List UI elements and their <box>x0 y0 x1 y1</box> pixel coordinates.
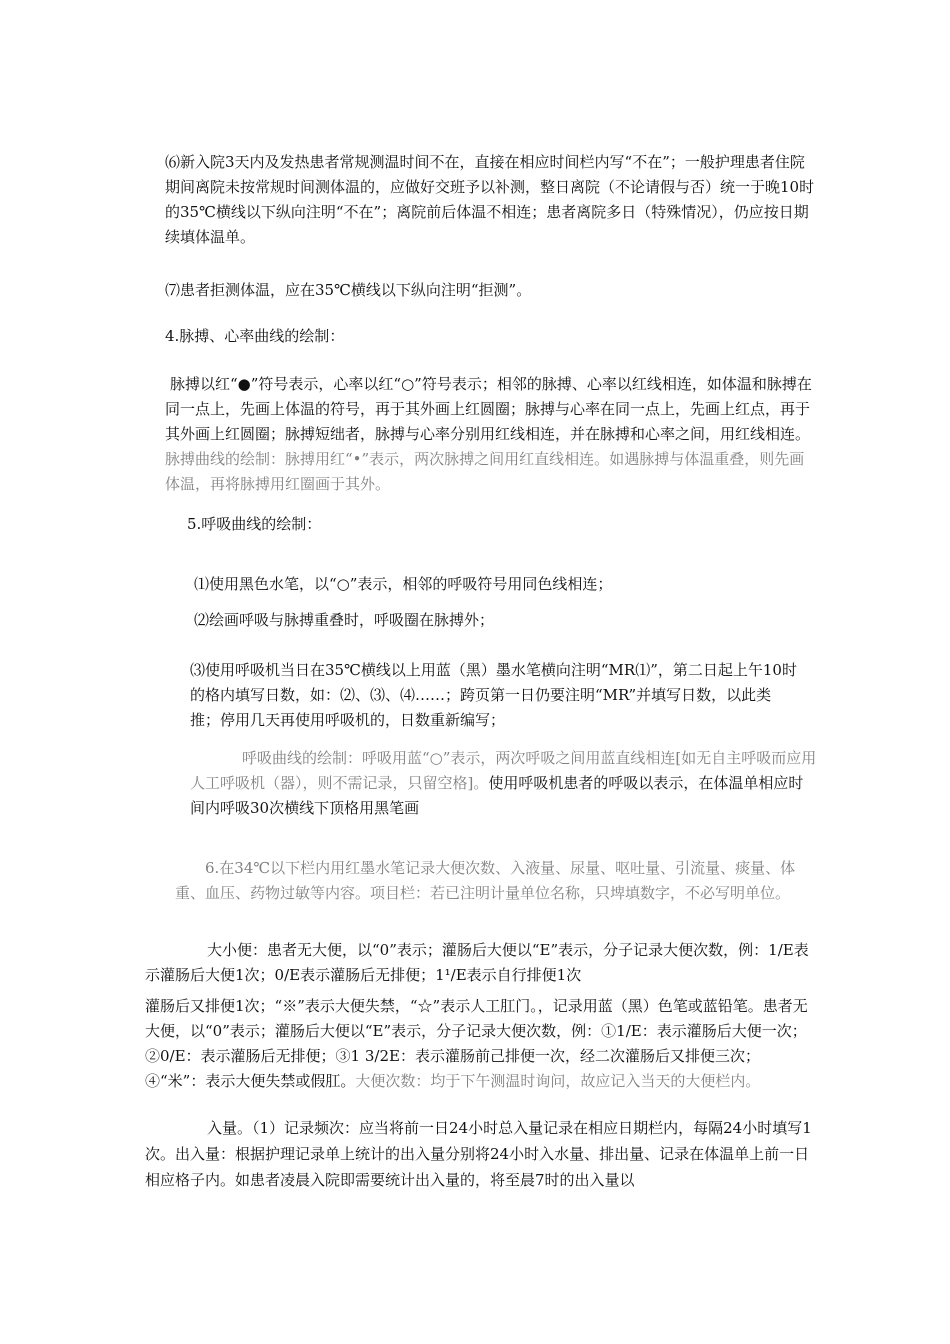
heading-4-text: 4.脉搏、心率曲线的绘制： <box>165 327 345 345</box>
stool-1-text: 大小便：患者无大便，以“0”表示；灌肠后大便以“E”表示，分子记录大便次数，例：1/E表示灌肠后大便1次；0/E表示灌肠后无排便；1¹/E表示自行排便1次 <box>145 941 809 984</box>
stool-2-text: 灌肠后又排便1次；“※”表示大便失禁，“☆”表示人工肛门。，记录用蓝（黑）色笔或蓝铅笔。患者无大便，以“0”表示；灌肠后大便以“E”表示，分子记录大便次数，例：①1/E：表示灌肠后大便一次；②0/E：表示灌肠后无排便；③1 3/2E：表示灌肠前己排便一次，经二次灌肠后又排便三次；④“米”：表示大便失禁或假肛。 <box>145 997 808 1090</box>
paragraph-stool-2 <box>145 994 815 1094</box>
pulse-gray-text: 脉搏曲线的绘制：脉搏用红“•”表示，两次脉搏之间用红直线相连。如遇脉搏与体温重叠，则先画体温，再将脉搏用红圈画于其外。 <box>165 450 805 493</box>
resp-item-2 <box>194 608 804 633</box>
resp-gray-text: 呼吸曲线的绘制：呼吸用蓝“○”表示，两次呼吸之间用蓝直线相连[如无自主呼吸而应用人工呼吸机（器），则不需记录，只留空格]。 <box>190 749 817 792</box>
pulse-text: 脉搏以红“●”符号表示，心率以红“○”符号表示；相邻的脉搏、心率以红线相连，如体温和脉搏在同一点上，先画上体温的符号，再于其外画上红圆圈；脉搏与心率在同一点上，先画上红点，再于其外画上红圆圈；脉搏短绌者，脉搏与心率分别用红线相连，并在脉搏和心率之间，用红线相连。 <box>165 375 812 443</box>
paragraph-stool-1 <box>145 938 815 988</box>
intake-text: 入量。（1）记录频次：应当将前一日24小时总入量记录在相应日期栏内，每隔24小时填写1次。出入量：根据护理记录单上统计的出入量分别将24小时入水量、排出量、记录在体温单上前一日相应格子内。如患者凌晨入院即需要统计出入量的，将至晨7时的出入量以 <box>145 1119 812 1189</box>
paragraph-7 <box>165 278 815 303</box>
resp-item-1-text: ⑴使用黑色水笔，以“○”表示，相邻的呼吸符号用同色线相连； <box>194 575 613 593</box>
resp-item-2-text: ⑵绘画呼吸与脉搏重叠时，呼吸圈在脉搏外； <box>194 611 495 629</box>
resp-item-3 <box>190 658 800 733</box>
heading-6 <box>175 856 815 906</box>
paragraph-6-text: ⑹新入院3天内及发热患者常规测温时间不在，直接在相应时间栏内写“不在”；一般护理患者住院期间离院未按常规时间测体温的，应做好交班予以补测，整日离院（不论请假与否）统一于晚10时的35℃横线以下纵向注明“不在”；离院前后体温不相连；患者离院多日（特殊情况），仍应按日期续填体温单。 <box>165 153 815 246</box>
stool-2-gray-text: 大便次数：均于下午测温时询问，故应记入当天的大便栏内。 <box>355 1072 761 1090</box>
paragraph-7-text: ⑺患者拒测体温，应在35℃横线以下纵向注明“拒测”。 <box>165 281 532 299</box>
heading-5-text: 5.呼吸曲线的绘制： <box>187 515 322 533</box>
heading-6-text: 6.在34℃以下栏内用红墨水笔记录大便次数、入液量、尿量、呕吐量、引流量、痰量、体重、血压、药物过敏等内容。项目栏：若已注明计量单位名称，只埤填数字，不必写明单位。 <box>175 859 796 902</box>
paragraph-resp <box>190 746 818 821</box>
resp-black-text: 使用呼吸机患者的呼吸以表示，在体温单相应时间内呼吸30次横线下顶格用黑笔画 <box>190 774 804 817</box>
paragraph-intake <box>145 1115 815 1193</box>
resp-item-1 <box>194 572 804 597</box>
paragraph-pulse <box>165 372 815 497</box>
resp-item-3-text: ⑶使用呼吸机当日在35℃横线以上用蓝（黑）墨水笔横向注明“MR⑴”，第二日起上午10时的格内填写日数，如：⑵、⑶、⑷……；跨页第一日仍要注明“MR”并填写日数，以此类推；停用几天再使用呼吸机的，日数重新编写； <box>190 661 797 729</box>
heading-4 <box>165 324 815 349</box>
heading-5 <box>187 512 807 537</box>
paragraph-6 <box>165 150 815 250</box>
